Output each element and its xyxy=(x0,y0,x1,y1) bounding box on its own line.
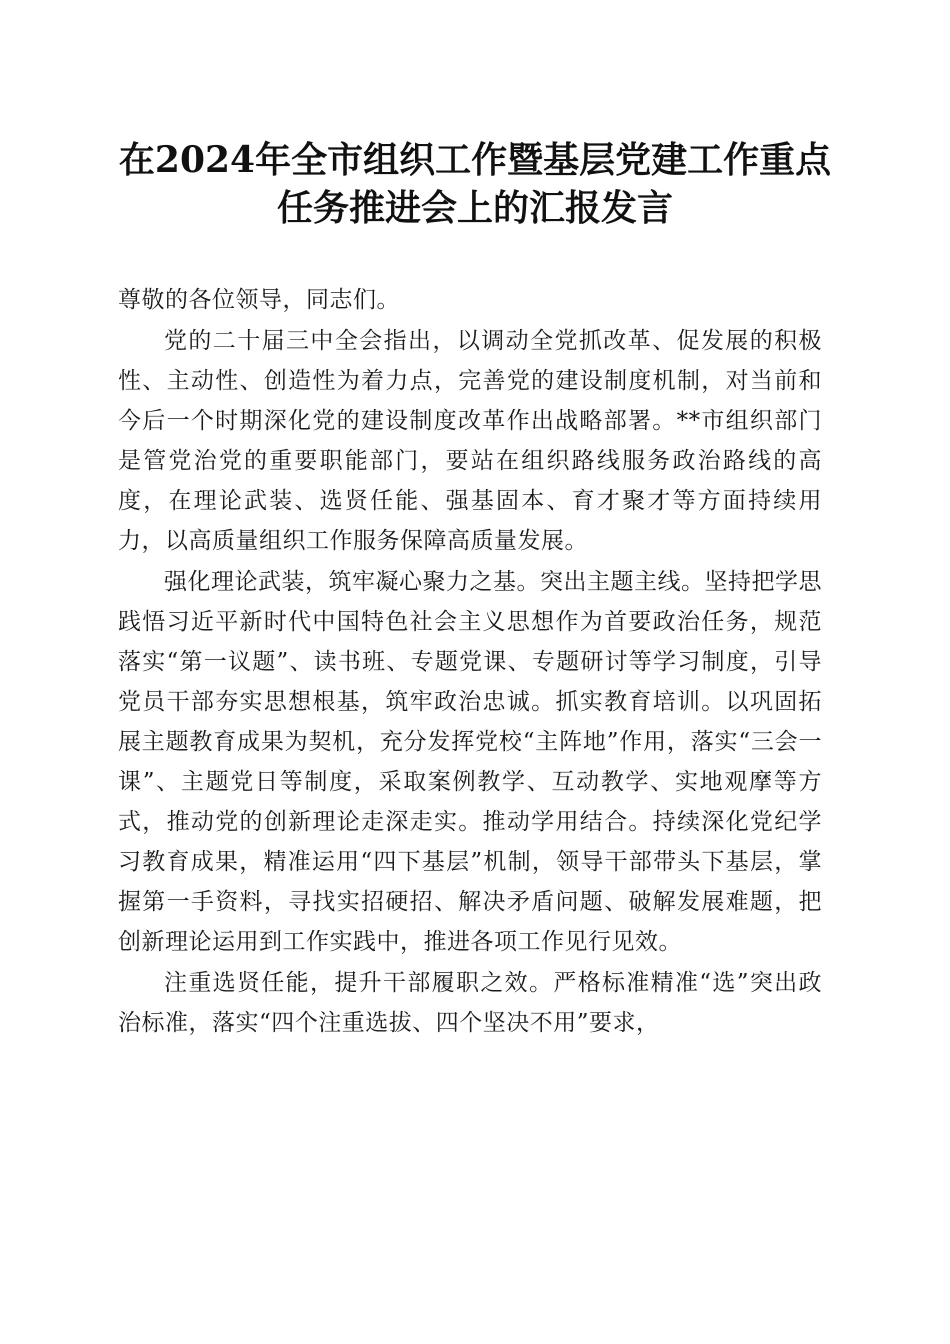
document-body xyxy=(118,280,822,1044)
document-title-line-1: 在2024年全市组织工作暨基层党建工作重点 xyxy=(118,139,832,181)
paragraph-theory: 强化理论武装，筑牢凝心聚力之基。突出主题主线。坚持把学思践悟习近平新时代中国特色社会主义思想作为首要政治任务，规范落实“第一议题”、读书班、专题党课、专题研讨等学习制度，引导党员干部夯实思想根基，筑牢政治忠诚。抓实教育培训。以巩固拓展主题教育成果为契机，充分发挥党校“主阵地”作用，落实“三会一课”、主题党日等制度，采取案例教学、互动教学、实地观摩等方式，推动党的创新理论走深走实。推动学用结合。持续深化党纪学习教育成果，精准运用“四下基层”机制，领导干部带头下基层，掌握第一手资料，寻找实招硬招、解决矛盾问题、破解发展难题，把创新理论运用到工作实践中，推进各项工作见行见效。 xyxy=(118,569,822,955)
document-title-line-2: 任务推进会上的汇报发言 xyxy=(276,187,673,229)
paragraph-intro: 党的二十届三中全会指出，以调动全党抓改革、促发展的积极性、主动性、创造性为着力点，完善党的建设制度机制，对当前和今后一个时期深化党的建设制度改革作出战略部署。**市组织部门是管党治党的重要职能部门，要站在组织路线服务政治路线的高度，在理论武装、选贤任能、强基固本、育才聚才等方面持续用力，以高质量组织工作服务保障高质量发展。 xyxy=(118,328,822,554)
salutation: 尊敬的各位领导，同志们。 xyxy=(118,287,400,313)
paragraph-selection: 注重选贤任能，提升干部履职之效。严格标准精准“选”突出政治标准，落实“四个注重选拔、四个坚决不用”要求， xyxy=(118,970,822,1036)
